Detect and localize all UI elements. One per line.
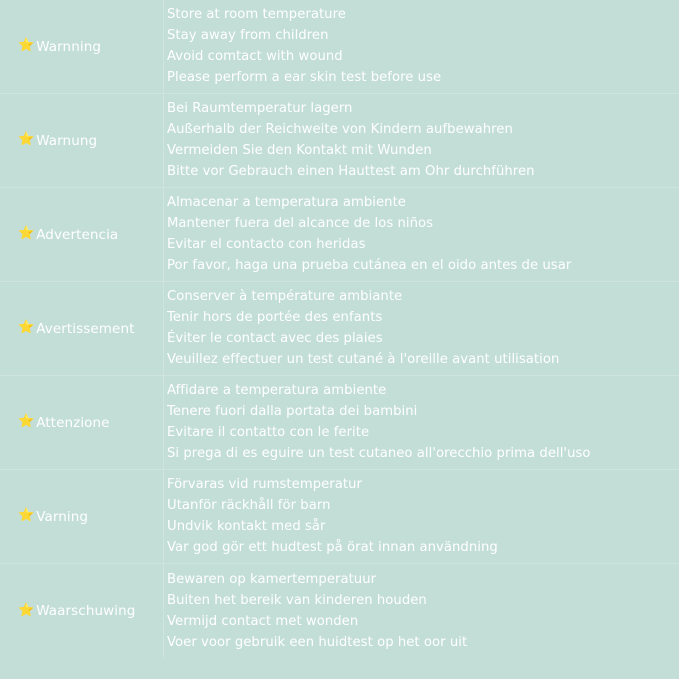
warning-line: Vermeiden Sie den Kontakt mit Wunden bbox=[167, 143, 432, 158]
warning-line: Avoid comtact with wound bbox=[167, 49, 343, 64]
warning-line: Utanför räckhåll för barn bbox=[167, 498, 331, 513]
warning-label: Avertissement bbox=[36, 320, 135, 337]
table-row bbox=[0, 188, 679, 282]
warning-lines-cell bbox=[164, 564, 679, 658]
warning-label-cell bbox=[0, 282, 164, 375]
warning-line: Evitar el contacto con heridas bbox=[167, 237, 366, 252]
warning-line: Buiten het bereik van kinderen houden bbox=[167, 592, 427, 608]
warning-label-cell bbox=[0, 188, 164, 281]
warning-lines-cell bbox=[164, 282, 679, 375]
table-row bbox=[0, 376, 679, 470]
warning-line: Tenir hors de portée des enfants bbox=[167, 310, 383, 325]
star-icon: ⭐ bbox=[18, 320, 35, 335]
warning-lines-cell bbox=[164, 188, 679, 281]
warning-line: Almacenar a temperatura ambiente bbox=[167, 195, 406, 210]
warning-label: Warnung bbox=[36, 132, 98, 149]
warning-label-cell bbox=[0, 470, 164, 563]
table-row bbox=[0, 564, 679, 658]
star-icon: ⭐ bbox=[18, 602, 35, 618]
warning-label-cell bbox=[0, 94, 164, 187]
star-icon: ⭐ bbox=[18, 38, 35, 53]
warning-label-cell bbox=[0, 0, 164, 93]
warning-line: Förvaras vid rumstemperatur bbox=[167, 477, 363, 492]
warning-line: Tenere fuori dalla portata dei bambini bbox=[167, 404, 418, 419]
star-icon: ⭐ bbox=[18, 132, 35, 147]
warning-label: Advertencia bbox=[36, 226, 119, 243]
warning-label: Warnning bbox=[36, 38, 102, 55]
warning-line: Please perform a ear skin test before use bbox=[167, 70, 442, 85]
warning-line: Bitte vor Gebrauch einen Hauttest am Ohr durchführen bbox=[167, 164, 535, 179]
warning-line: Vermijd contact met wonden bbox=[167, 613, 359, 629]
warning-label: Waarschuwing bbox=[36, 603, 136, 619]
table-row bbox=[0, 0, 679, 94]
warning-line: Si prega di es eguire un test cutaneo all'orecchio prima dell'uso bbox=[167, 446, 591, 461]
warning-line: Undvik kontakt med sår bbox=[167, 519, 326, 534]
warning-lines-cell bbox=[164, 470, 679, 563]
warning-label: Attenzione bbox=[36, 414, 110, 431]
star-icon: ⭐ bbox=[18, 414, 35, 429]
table-row bbox=[0, 94, 679, 188]
warning-label-cell bbox=[0, 564, 164, 658]
warning-line: Conserver à température ambiante bbox=[167, 289, 403, 304]
warning-line: Por favor, haga una prueba cutánea en el oido antes de usar bbox=[167, 258, 572, 273]
warning-line: Éviter le contact avec des plaies bbox=[167, 331, 383, 346]
warning-line: Bei Raumtemperatur lagern bbox=[167, 101, 353, 116]
warning-line: Bewaren op kamertemperatuur bbox=[167, 571, 377, 587]
warning-line: Store at room temperature bbox=[167, 7, 346, 22]
table-row bbox=[0, 470, 679, 564]
star-icon: ⭐ bbox=[18, 508, 35, 523]
warning-lines-cell bbox=[164, 94, 679, 187]
warning-line: Stay away from children bbox=[167, 28, 329, 43]
warning-line: Evitare il contatto con le ferite bbox=[167, 425, 370, 440]
warning-line: Mantener fuera del alcance de los niños bbox=[167, 216, 434, 231]
warning-lines-cell bbox=[164, 376, 679, 469]
star-icon: ⭐ bbox=[18, 226, 35, 241]
table-row bbox=[0, 282, 679, 376]
warning-label-cell bbox=[0, 376, 164, 469]
warning-line: Var god gör ett hudtest på örat innan användning bbox=[167, 540, 498, 555]
warning-label: Varning bbox=[36, 508, 89, 525]
warning-lines-cell bbox=[164, 0, 679, 93]
warning-line: Veuillez effectuer un test cutané à l'oreille avant utilisation bbox=[167, 352, 560, 367]
warning-line: Affidare a temperatura ambiente bbox=[167, 383, 387, 398]
warning-line: Außerhalb der Reichweite von Kindern aufbewahren bbox=[167, 122, 513, 137]
warning-line: Voer voor gebruik een huidtest op het oor uit bbox=[167, 634, 468, 650]
